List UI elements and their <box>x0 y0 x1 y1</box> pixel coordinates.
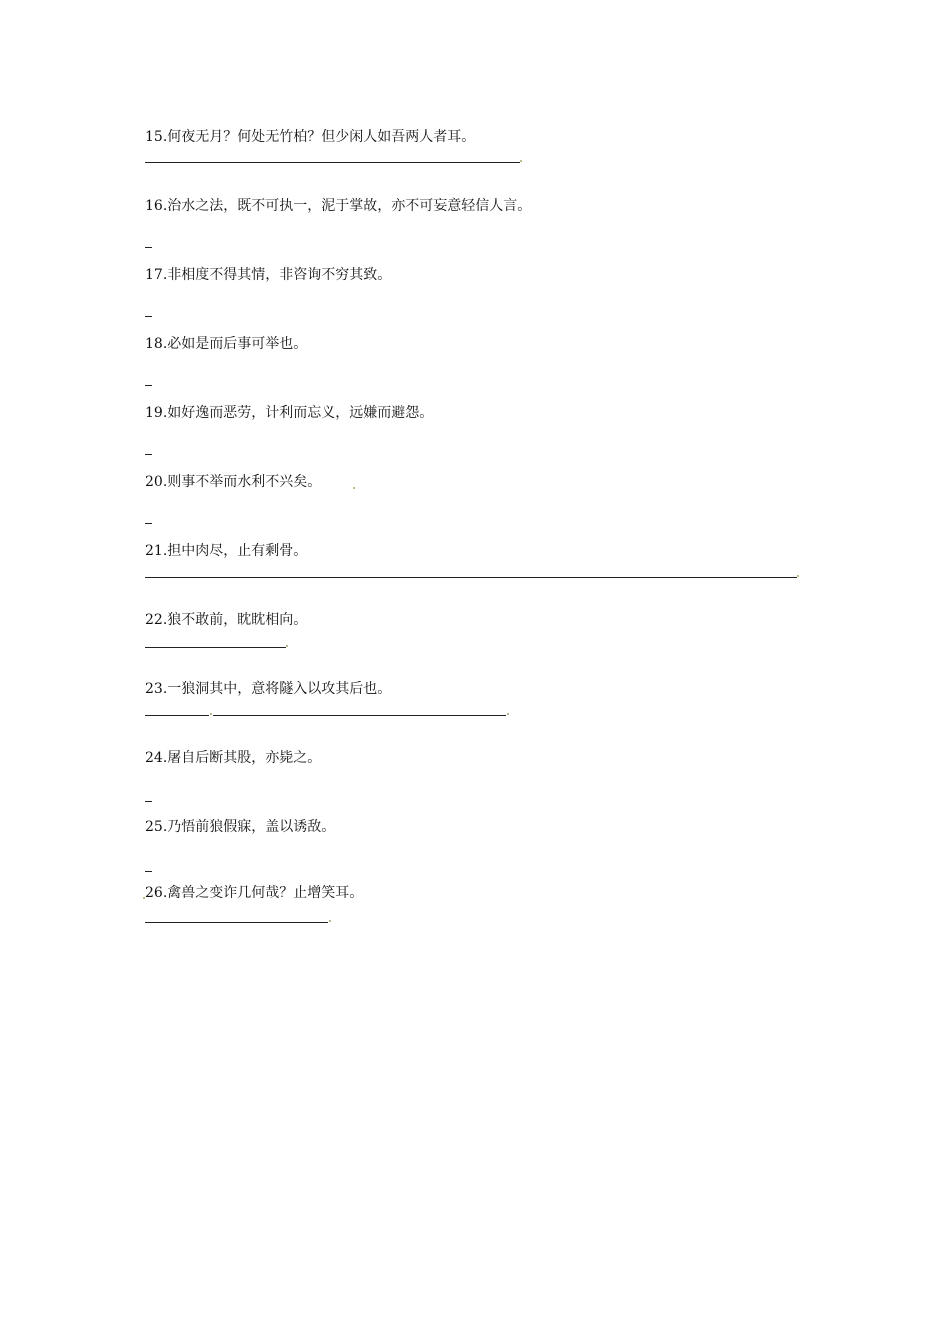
answer-line[interactable] <box>145 577 797 578</box>
mark-dot <box>210 713 212 715</box>
question-text: 17.非相度不得其情，非咨询不穷其致。 <box>145 267 392 283</box>
answer-line[interactable] <box>145 801 152 802</box>
answer-line[interactable] <box>145 523 152 524</box>
mark-dot <box>520 160 522 162</box>
question-text: 25.乃悟前狼假寐，盖以诱敌。 <box>145 819 336 835</box>
answer-line[interactable] <box>213 715 506 716</box>
question-text: 20.则事不举而水利不兴矣。 <box>145 474 322 490</box>
answer-line[interactable] <box>145 162 520 163</box>
question-text: 16.治水之法，既不可执一，泥于掌故，亦不可妄意轻信人言。 <box>145 198 532 214</box>
question-text: 26.禽兽之变诈几何哉？止增笑耳。 <box>145 885 364 901</box>
answer-line[interactable] <box>145 871 152 872</box>
answer-line[interactable] <box>145 922 328 923</box>
answer-line[interactable] <box>145 316 152 317</box>
answer-line[interactable] <box>145 454 152 455</box>
question-text: 15.何夜无月？何处无竹柏？但少闲人如吾两人者耳。 <box>145 129 476 145</box>
question-text: 24.屠自后断其股，亦毙之。 <box>145 750 322 766</box>
answer-line[interactable] <box>145 715 209 716</box>
mark-dot <box>507 713 509 715</box>
question-text: 18.必如是而后事可举也。 <box>145 336 308 352</box>
mark-dot <box>329 920 331 922</box>
answer-line[interactable] <box>145 385 152 386</box>
question-text: 22.狼不敢前，眈眈相向。 <box>145 612 308 628</box>
question-text: 21.担中肉尽，止有剩骨。 <box>145 543 308 559</box>
answer-line[interactable] <box>145 247 152 248</box>
answer-line[interactable] <box>145 647 286 648</box>
mark-dot <box>286 645 288 647</box>
mark-dot <box>797 575 799 577</box>
question-text: 23.一狼洞其中，意将隧入以攻其后也。 <box>145 681 392 697</box>
question-text: 19.如好逸而恶劳，计利而忘义，远嫌而避怨。 <box>145 405 434 421</box>
mark-dot <box>353 487 355 489</box>
